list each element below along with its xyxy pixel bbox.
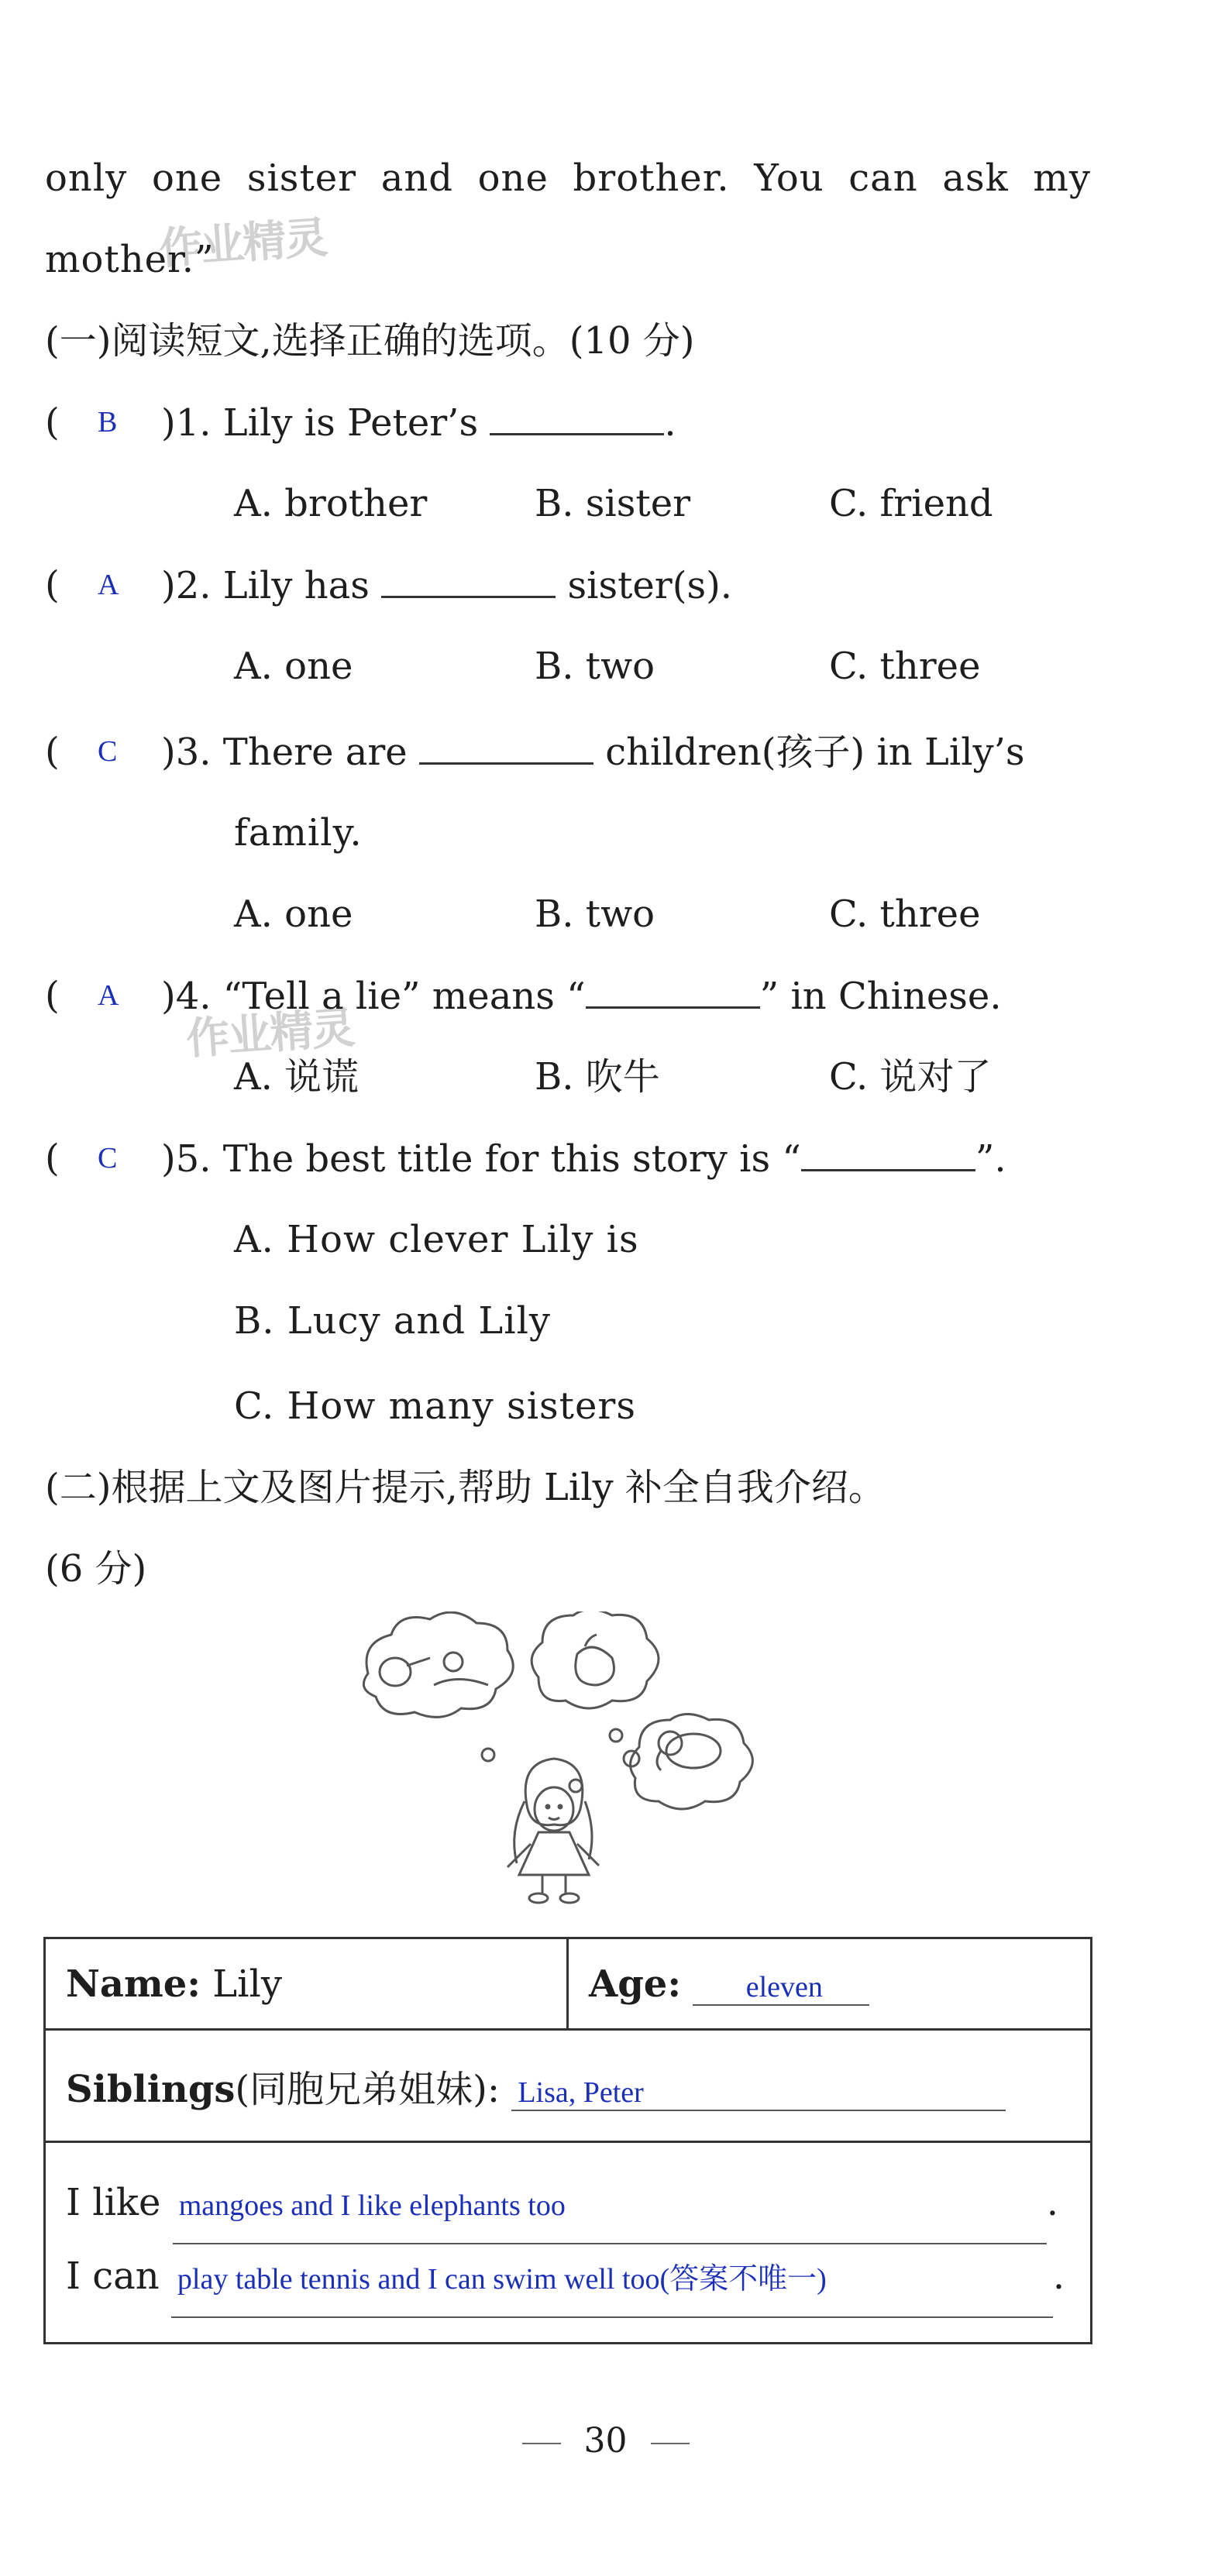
question-1 [45, 399, 1099, 445]
answer-blank [586, 972, 760, 1009]
option-c: C. friend [829, 482, 993, 525]
siblings-cell [45, 2030, 1092, 2142]
passage-line-2: mother.” [45, 238, 215, 281]
watermark-logo: 作业精灵 [184, 1003, 356, 1065]
option-c: C. How many sisters [234, 1384, 636, 1428]
paren-open: ( [45, 730, 60, 773]
question-stem-end: . [664, 401, 676, 445]
siblings-label: Siblings [66, 2067, 236, 2111]
thought-bubble-mango-icon [532, 1611, 659, 1708]
question-number: )4. [161, 975, 212, 1018]
name-label: Name: [66, 1962, 201, 2006]
answer-blank [801, 1135, 975, 1171]
question-number: )3. [161, 731, 212, 774]
option-b: B. sister [535, 482, 691, 525]
like-label: I like [66, 2181, 161, 2224]
answer-blank [381, 562, 556, 598]
question-stem-end: ” in Chinese. [759, 975, 1002, 1018]
answer-q5: C [98, 1142, 118, 1175]
question-stem: Lily is Peter’s [222, 401, 479, 445]
option-b: B. Lucy and Lily [234, 1299, 552, 1343]
section1-title: (一)阅读短文,选择正确的选项。(10 分) [45, 319, 695, 363]
answer-q2: A [98, 569, 119, 601]
paren-open: ( [45, 974, 60, 1017]
question-stem-end: ”. [975, 1137, 1006, 1181]
age-cell [568, 1938, 1092, 2030]
like-period: . [1046, 2181, 1058, 2224]
option-b: B. 吹牛 [535, 1055, 660, 1099]
option-b: B. two [535, 892, 655, 936]
paren-open: ( [45, 401, 60, 444]
paren-open: ( [45, 563, 60, 607]
option-a: A. How clever Lily is [234, 1218, 639, 1261]
can-answer: play table tennis and I can swim well too(答案不唯一) [171, 2243, 1053, 2318]
name-cell [45, 1938, 568, 2030]
question-number: )1. [161, 401, 212, 445]
self-introduction-card [43, 1937, 1092, 2344]
question-stem: The best title for this story is “ [222, 1137, 801, 1181]
question-stem: “Tell a lie” means “ [222, 975, 586, 1018]
can-line [66, 2240, 1070, 2313]
option-a: A. brother [234, 482, 428, 525]
option-c: C. 说对了 [829, 1055, 992, 1099]
age-answer: eleven [693, 1970, 869, 2006]
passage-line-1: only one sister and one brother. You can ask my [45, 156, 1091, 200]
answer-blank [490, 399, 664, 435]
age-label: Age: [589, 1962, 682, 2006]
question-5 [45, 1135, 1114, 1181]
name-value: Lily [212, 1962, 282, 2006]
question-number: )5. [161, 1137, 212, 1181]
section2-score: (6 分) [45, 1547, 147, 1591]
question-stem: There are [222, 731, 408, 774]
page-number: 30 [0, 2421, 1211, 2461]
like-line [66, 2166, 1070, 2240]
siblings-note: (同胞兄弟姐妹): [235, 2067, 501, 2111]
can-period: . [1052, 2254, 1065, 2298]
watermark-logo: 作业精灵 [157, 212, 329, 275]
girl-figure [507, 1759, 599, 1903]
answer-blank [419, 728, 593, 765]
answer-q4: A [98, 979, 119, 1012]
answer-q3: C [98, 735, 118, 768]
passage-text [45, 155, 1091, 201]
likes-cans-cell [45, 2142, 1092, 2344]
thought-bubble-elephant-icon [631, 1714, 753, 1810]
section2-title: (二)根据上文及图片提示,帮助 Lily 补全自我介绍。 [45, 1466, 886, 1509]
question-stem-end: children(孩子) in Lily’s [605, 731, 1025, 774]
can-label: I can [66, 2254, 160, 2298]
question-3-continued: family. [234, 811, 363, 855]
option-c: C. three [829, 645, 981, 688]
option-a: A. 说谎 [234, 1055, 360, 1099]
option-b: B. two [535, 645, 655, 688]
girl-thinking-illustration [353, 1611, 786, 1906]
thought-bubble-sport-icon [363, 1612, 513, 1717]
siblings-answer: Lisa, Peter [511, 2076, 1006, 2111]
paren-open: ( [45, 1137, 60, 1180]
option-a: A. one [234, 645, 353, 688]
question-3 [45, 728, 1114, 775]
question-stem-end: sister(s). [567, 564, 733, 607]
option-c: C. three [829, 892, 981, 936]
question-stem: Lily has [222, 564, 370, 607]
option-a: A. one [234, 892, 353, 936]
question-2 [45, 562, 1099, 608]
answer-q1: B [98, 406, 118, 439]
question-number: )2. [161, 564, 212, 607]
like-answer: mangoes and I like elephants too [173, 2169, 1047, 2244]
